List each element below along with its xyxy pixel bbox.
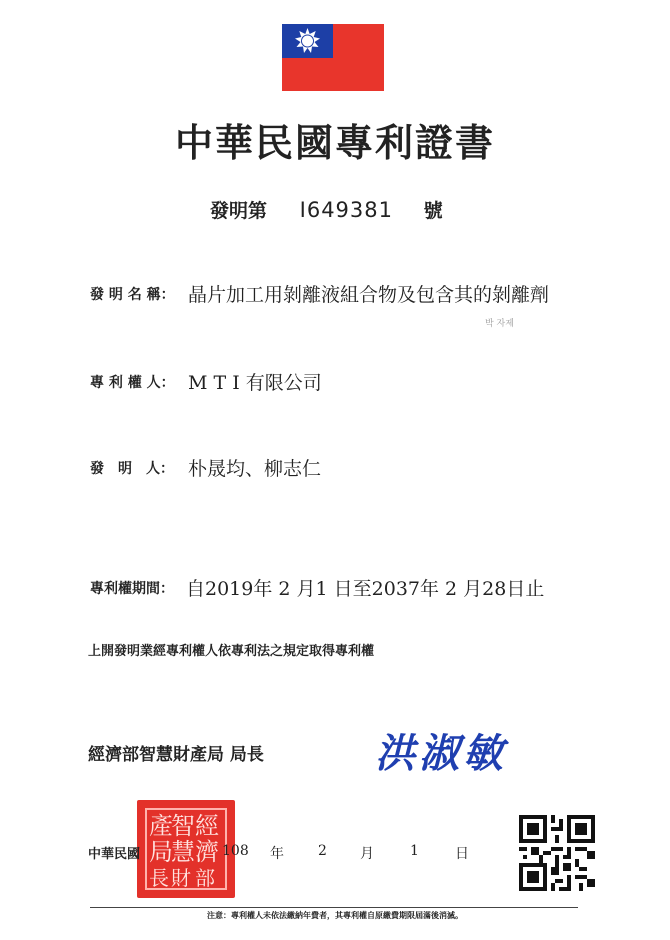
invention-name-value: 晶片加工用剝離液組合物及包含其的剝離劑: [188, 284, 550, 306]
issue-year: 108: [222, 843, 249, 859]
certificate-title: 中華民國專利證書: [174, 120, 495, 165]
patent-number: I649381: [299, 198, 393, 222]
issue-month: 2: [318, 843, 327, 859]
seal-glyph: 慧: [171, 838, 195, 866]
seal-glyph: 智: [171, 812, 195, 840]
patentee-label: 專 利 權 人：: [90, 375, 175, 391]
issue-date-label: 中華民國: [88, 847, 141, 862]
term-value: 自2019年 2 月1 日至2037年 2 月28日止: [186, 578, 545, 600]
roc-flag: [282, 24, 384, 91]
official-seal: [137, 800, 235, 898]
director-signature: 洪淑敏: [375, 730, 507, 777]
white-sun-icon: [282, 24, 333, 58]
seal-glyph: 經: [195, 812, 219, 840]
inventor-label: 發 明 人：: [90, 461, 174, 477]
patent-number-row: [210, 196, 443, 223]
patent-number-label: 發明第: [210, 200, 268, 222]
invention-name-label: 發 明 名 稱：: [90, 287, 175, 303]
grant-statement: 上開發明業經專利權人依專利法之規定取得專利權: [88, 644, 375, 659]
flag-canton: [282, 24, 333, 58]
footer-note: 注意：專利權人未依法繳納年費者，其專利權自原繳費期限屆滿後消滅。: [207, 911, 463, 920]
patent-number-suffix: 號: [423, 200, 443, 222]
issue-year-unit: 年: [270, 846, 284, 862]
issue-day: 1: [410, 843, 419, 859]
patentee-value: M T I 有限公司: [188, 372, 322, 394]
seal-glyph: 局: [149, 838, 173, 866]
handwritten-note: 박 자제: [485, 319, 514, 329]
seal-glyph: 財: [171, 866, 191, 890]
seal-glyph: 部: [195, 866, 215, 890]
qr-code-icon: [519, 815, 595, 891]
seal-glyph: 濟: [195, 838, 219, 866]
seal-glyph: 產: [149, 812, 173, 840]
issue-month-unit: 月: [360, 846, 374, 862]
issue-day-unit: 日: [455, 846, 469, 862]
term-label: 專利權期間：: [90, 581, 174, 597]
seal-glyph: 長: [149, 866, 169, 890]
inventor-value: 朴晟均、柳志仁: [188, 458, 322, 480]
footer-divider: [90, 907, 578, 908]
office-title: 經濟部智慧財產局 局長: [88, 745, 264, 765]
